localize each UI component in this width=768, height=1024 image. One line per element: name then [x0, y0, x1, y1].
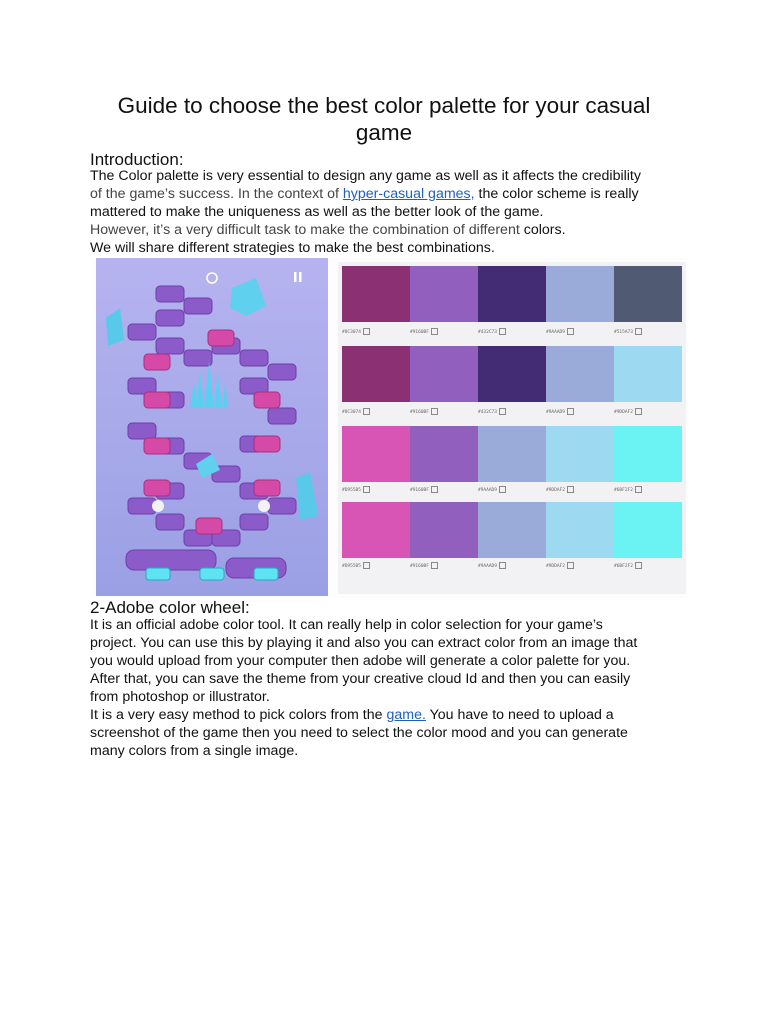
color-code-text: #9AAAD9: [546, 410, 565, 415]
color-code-text: #8C3074: [342, 410, 361, 415]
copy-icon[interactable]: [431, 486, 438, 493]
color-swatch[interactable]: [410, 426, 478, 482]
game-scene-illustration: [96, 258, 328, 596]
color-code: [410, 562, 438, 569]
copy-icon[interactable]: [499, 486, 506, 493]
adobe-line: you would upload from your computer then adobe will generate a color palette for you.: [90, 653, 631, 669]
copy-icon[interactable]: [499, 328, 506, 335]
color-swatch[interactable]: [410, 502, 478, 558]
copy-icon[interactable]: [567, 486, 574, 493]
color-swatch[interactable]: [342, 266, 410, 322]
color-swatch[interactable]: [546, 426, 614, 482]
color-swatch[interactable]: [546, 346, 614, 402]
adobe-line: from photoshop or illustrator.: [90, 689, 270, 705]
color-swatch[interactable]: [478, 426, 546, 482]
color-code: [546, 486, 574, 493]
copy-icon[interactable]: [431, 562, 438, 569]
color-swatch[interactable]: [478, 346, 546, 402]
color-code-text: #9160BF: [410, 410, 429, 415]
copy-icon[interactable]: [363, 408, 370, 415]
color-code: [614, 328, 642, 335]
hyper-casual-games-link[interactable]: hyper-casual games,: [342, 186, 475, 202]
game-link[interactable]: game.: [386, 707, 426, 723]
intro-text: However, it’s a very difficult task to make the combination of different: [90, 222, 520, 238]
color-swatch[interactable]: [614, 266, 682, 322]
color-code: [410, 328, 438, 335]
page-title: Guide to choose the best color palette for your casual game: [117, 93, 651, 145]
color-code: [342, 486, 370, 493]
color-swatch[interactable]: [546, 502, 614, 558]
color-code-text: #D955B5: [342, 488, 361, 493]
adobe-line: screenshot of the game then you need to select the color mood and you can generate: [90, 725, 628, 741]
color-code: [478, 328, 506, 335]
color-code: [410, 408, 438, 415]
copy-icon[interactable]: [635, 408, 642, 415]
color-code: [478, 408, 506, 415]
intro-text: the color scheme is really: [474, 186, 639, 202]
color-code: [614, 486, 642, 493]
adobe-text: It is a very easy method to pick colors from the: [90, 707, 387, 723]
color-swatch[interactable]: [410, 346, 478, 402]
introduction-paragraph: [90, 167, 690, 257]
intro-line: mattered to make the uniqueness as well as the better look of the game.: [90, 204, 544, 220]
copy-icon[interactable]: [499, 408, 506, 415]
intro-line: [90, 221, 690, 239]
intro-line: [90, 185, 690, 203]
color-swatch[interactable]: [478, 266, 546, 322]
color-code-text: #9AAAD9: [546, 330, 565, 335]
intro-line: We will share different strategies to make the best combinations.: [90, 240, 495, 256]
color-code-text: #8C3074: [342, 330, 361, 335]
copy-icon[interactable]: [431, 408, 438, 415]
color-swatch[interactable]: [614, 346, 682, 402]
color-code: [546, 408, 574, 415]
color-code: [614, 562, 642, 569]
color-swatch[interactable]: [342, 346, 410, 402]
adobe-color-wheel-heading: 2-Adobe color wheel:: [90, 598, 250, 617]
adobe-line: It is an official adobe color tool. It can really help in color selection for your game’s: [90, 617, 603, 633]
copy-icon[interactable]: [567, 328, 574, 335]
adobe-text: You have to need to upload a: [425, 707, 614, 723]
adobe-line: project. You can use this by playing it and also you can extract color from an image that: [90, 635, 638, 651]
adobe-line: After that, you can save the theme from your creative cloud Id and then you can easily: [90, 671, 631, 687]
copy-icon[interactable]: [499, 562, 506, 569]
color-code-text: #D955B5: [342, 564, 361, 569]
color-code-text: #6BF2F2: [614, 488, 633, 493]
intro-text: colors.: [519, 222, 566, 238]
color-code: [342, 328, 370, 335]
palette-panel: [338, 262, 686, 594]
color-code: [410, 486, 438, 493]
copy-icon[interactable]: [431, 328, 438, 335]
copy-icon[interactable]: [363, 486, 370, 493]
color-code: [614, 408, 642, 415]
color-swatch[interactable]: [342, 502, 410, 558]
copy-icon[interactable]: [363, 562, 370, 569]
color-code: [478, 486, 506, 493]
introduction-heading: Introduction:: [90, 150, 184, 169]
color-code-text: #515A73: [614, 330, 633, 335]
color-code-text: #9160BF: [410, 330, 429, 335]
color-code-text: #9DDAF2: [546, 488, 565, 493]
color-swatch[interactable]: [546, 266, 614, 322]
copy-icon[interactable]: [635, 328, 642, 335]
color-swatch[interactable]: [478, 502, 546, 558]
color-code-text: #6BF2F2: [614, 564, 633, 569]
color-swatch[interactable]: [342, 426, 410, 482]
color-code: [478, 562, 506, 569]
color-code: [546, 328, 574, 335]
adobe-paragraph: [90, 616, 690, 760]
copy-icon[interactable]: [567, 408, 574, 415]
color-code-text: #432C73: [478, 330, 497, 335]
intro-line: The Color palette is very essential to design any game as well as it affects the credibility: [90, 168, 641, 184]
color-code: [546, 562, 574, 569]
color-swatch[interactable]: [614, 502, 682, 558]
color-code-text: #9DDAF2: [546, 564, 565, 569]
color-code-text: #9160BF: [410, 564, 429, 569]
color-code: [342, 408, 370, 415]
adobe-line: many colors from a single image.: [90, 743, 299, 759]
intro-text: of the game’s success. In the context of: [90, 186, 343, 202]
copy-icon[interactable]: [635, 486, 642, 493]
color-swatch[interactable]: [614, 426, 682, 482]
game-screenshot: [96, 258, 328, 596]
copy-icon[interactable]: [363, 328, 370, 335]
color-code-text: #9AAAD9: [478, 488, 497, 493]
color-code-text: #9AAAD9: [478, 564, 497, 569]
copy-icon[interactable]: [567, 562, 574, 569]
color-code-text: #9DDAF2: [614, 410, 633, 415]
color-code: [342, 562, 370, 569]
palette-figure: [92, 258, 688, 598]
adobe-line: [90, 706, 690, 724]
copy-icon[interactable]: [635, 562, 642, 569]
color-swatch[interactable]: [410, 266, 478, 322]
color-code-text: #9160BF: [410, 488, 429, 493]
color-code-text: #432C73: [478, 410, 497, 415]
